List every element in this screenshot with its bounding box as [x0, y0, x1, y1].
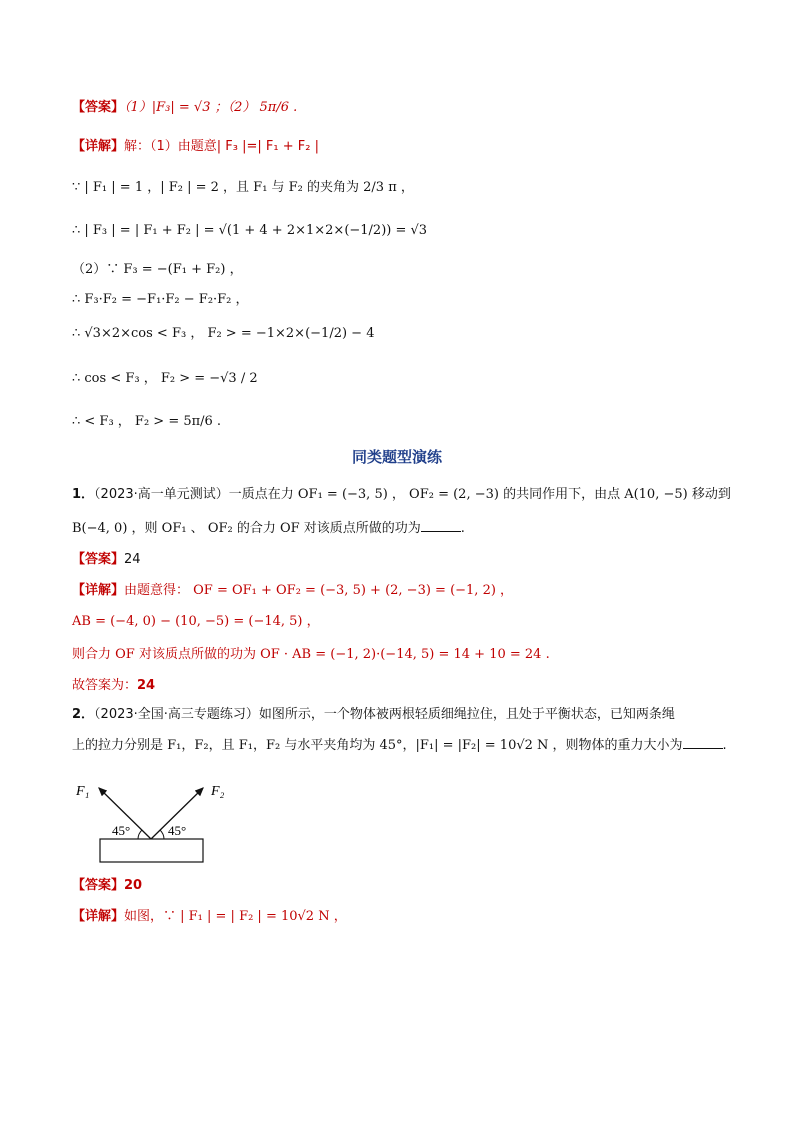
solution-line-7: ∴ √3×2×cos < F₃ ， F₂ > = −1×2×(−1/2) − 4	[72, 326, 375, 341]
q1-answer-blank	[421, 519, 461, 532]
q1-number: 1．	[72, 487, 95, 502]
q2-answer-value: 20	[124, 878, 143, 893]
q2-detail-1: 如图，∵ | F₁ | = | F₂ | = 10√2 N ，	[124, 909, 347, 924]
detail-label: 【详解】	[72, 139, 125, 154]
q1-conclusion-value: 24	[137, 678, 156, 693]
solution-line-4: ∴ | F₃ | = | F₁ + F₂ | = √(1 + 4 + 2×1×2×(−1/2)) = √3	[72, 223, 428, 238]
detail-line-1	[72, 136, 319, 158]
q1-answer-label: 【答案】	[72, 552, 125, 567]
force-diagram	[72, 768, 225, 868]
q2-answer-label: 【答案】	[72, 878, 125, 893]
section-title: 同类题型演练	[351, 448, 442, 466]
solution-line-8: ∴ cos < F₃ ， F₂ > = −√3 / 2	[72, 371, 258, 386]
solution-line-3: ∵ | F₁ | = 1 ，| F₂ | = 2 ，且 F₁ 与 F₂ 的夹角为 2/3 π ，	[72, 180, 414, 195]
q2-number: 2．	[72, 707, 95, 722]
q1-stem-line-2	[72, 518, 465, 540]
q2-stem-end: .	[722, 738, 727, 753]
q2-source: （2023·全国·高三专题练习）	[94, 707, 259, 722]
q1-detail-label: 【详解】	[72, 583, 125, 598]
q2-answer-blank	[683, 736, 723, 749]
answer-line-1	[72, 97, 297, 119]
object-box	[100, 839, 203, 862]
q1-detail-line-2: AB = (−4, 0) − (10, −5) = (−14, 5) ，	[72, 614, 320, 629]
solution-line-6: ∴ F₃·F₂ = −F₁·F₂ − F₂·F₂ ，	[72, 292, 249, 307]
q1-stem-1: 一质点在力 OF₁ = (−3, 5) ， OF₂ = (2, −3) 的共同作用下，由点 A(10, −5) 移动到	[228, 487, 731, 502]
detail-text: 解：（1）由题意| F₃ |=| F₁ + F₂ |	[124, 139, 319, 154]
solution-line-9: ∴ < F₃ ， F₂ > = 5π/6 .	[72, 414, 222, 429]
q1-stem-line-1	[72, 484, 731, 506]
q1-stem-2: B(−4, 0) ，则 OF₁ 、 OF₂ 的合力 OF 对该质点所做的功为	[72, 521, 421, 536]
label-f1: F₁	[76, 784, 90, 799]
angle-arc-left	[138, 830, 142, 839]
q2-detail-label: 【详解】	[72, 909, 125, 924]
q2-stem-1: 如图所示，一个物体被两根轻质细绳拉住，且处于平衡状态，已知两条绳	[258, 707, 675, 722]
q1-conclusion-prefix: 故答案为：	[72, 678, 138, 693]
answer-text: （1）|F₃| = √3 ；（2） 5π/6 .	[124, 100, 298, 115]
q1-source: （2023·高一单元测试）	[94, 487, 229, 502]
answer-label: 【答案】	[72, 100, 125, 115]
q1-detail-1: 由题意得： OF = OF₁ + OF₂ = (−3, 5) + (2, −3) = (−1, 2) ，	[124, 583, 514, 598]
q1-detail-line-3: 则合力 OF 对该质点所做的功为 OF · AB = (−1, 2)·(−14, 5) = 14 + 10 = 24 .	[72, 647, 550, 662]
q2-stem-line-2	[72, 735, 727, 757]
angle-arc-right	[160, 830, 164, 839]
q2-answer-line	[72, 875, 142, 897]
q1-detail-line-1	[72, 580, 513, 602]
q1-answer-line	[72, 549, 141, 571]
q1-answer-value: 24	[124, 552, 141, 567]
angle-label-right: 45°	[168, 823, 187, 838]
q2-detail-line-1	[72, 906, 347, 928]
solution-line-5: （2）∵ F₃ = −(F₁ + F₂) ，	[72, 262, 243, 277]
q1-stem-end: .	[460, 521, 465, 536]
q2-stem-2: 上的拉力分别是 F₁，F₂，且 F₁，F₂ 与水平夹角均为 45°，|F₁| = |F₂| = 10√2 N ，则物体的重力大小为	[72, 738, 683, 753]
angle-label-left: 45°	[112, 823, 131, 838]
q2-stem-line-1	[72, 704, 675, 726]
label-f2: F₂	[211, 784, 225, 799]
q1-detail-line-4	[72, 675, 155, 697]
